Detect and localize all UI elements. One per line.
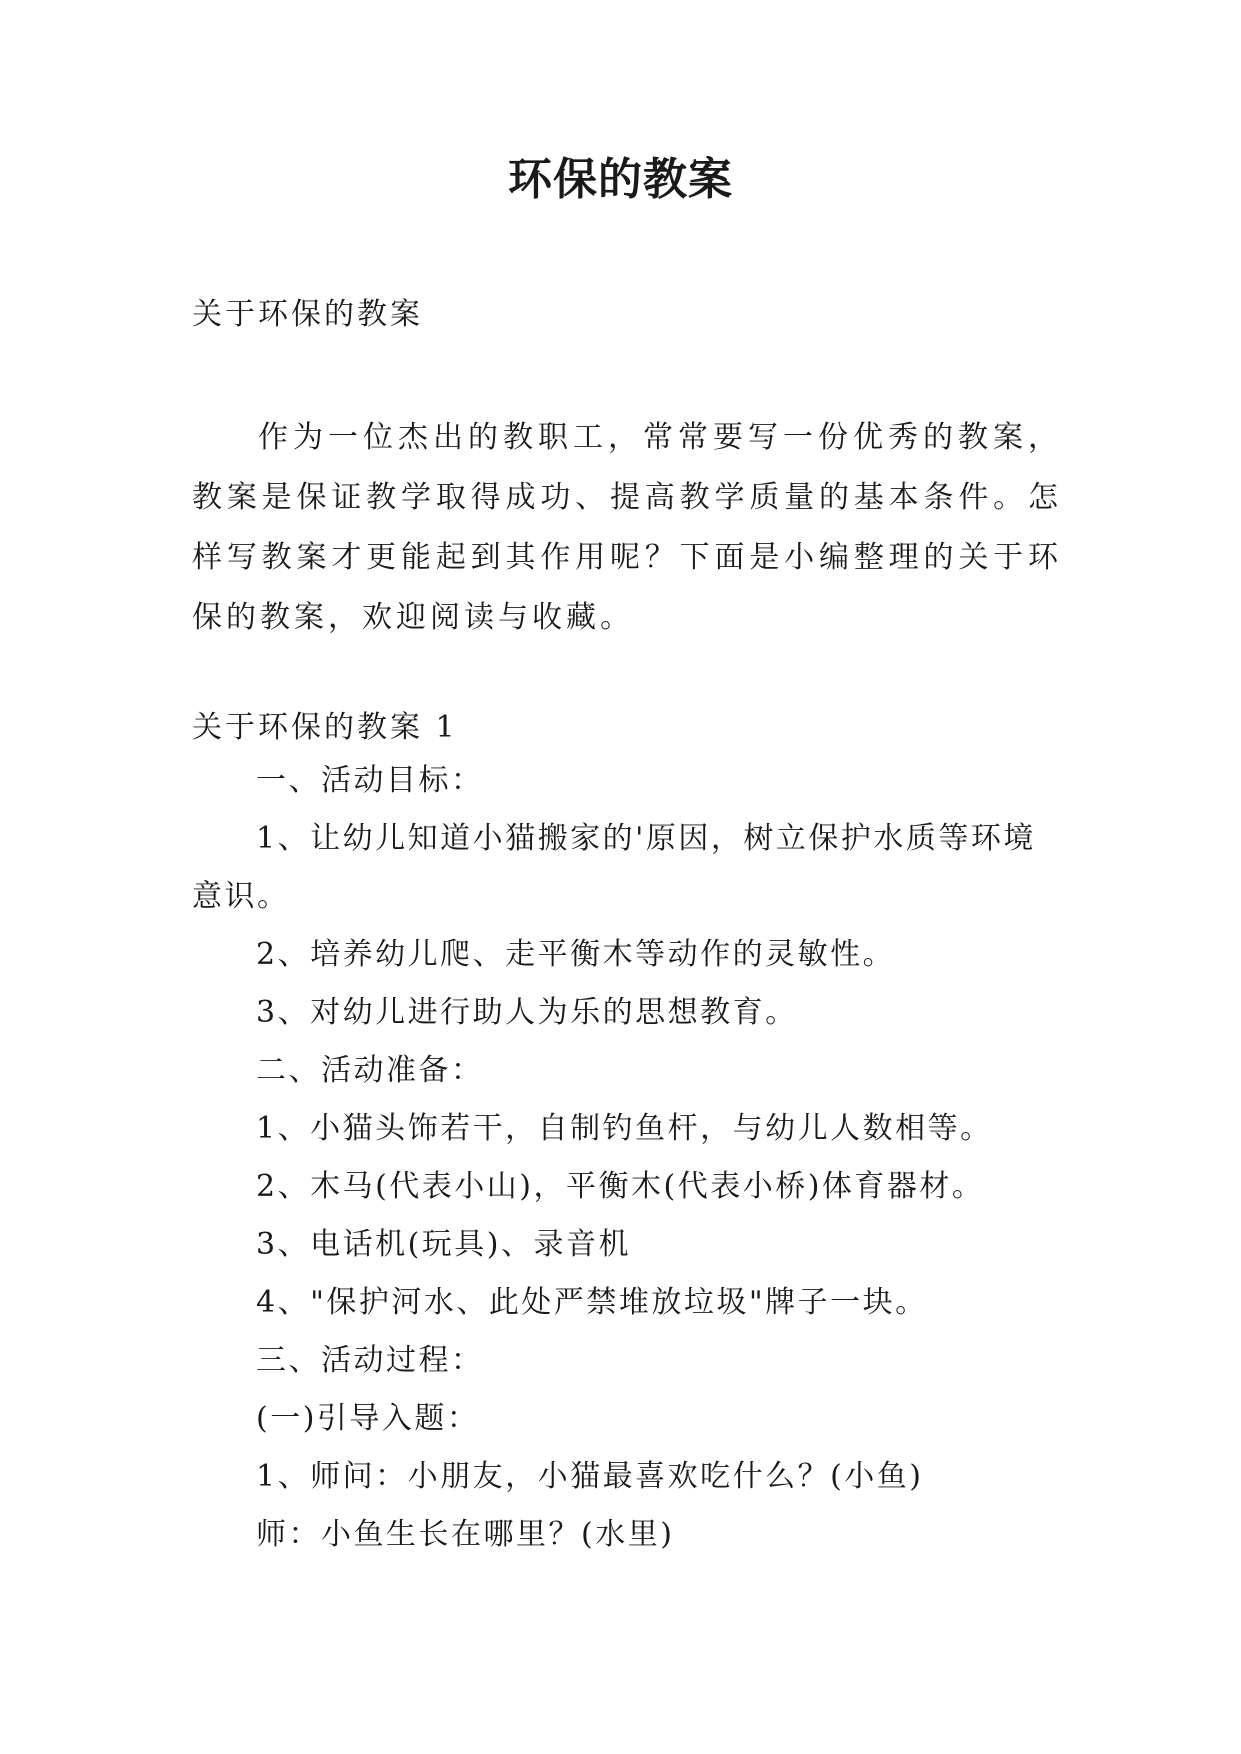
- content-line: 师：小鱼生长在哪里？(水里): [256, 1517, 675, 1552]
- content-line: 2、培养幼儿爬、走平衡木等动作的灵敏性。: [256, 937, 896, 972]
- content-line: 1、小猫头饰若干，自制钓鱼杆，与幼儿人数相等。: [256, 1111, 993, 1146]
- content-line: 3、电话机(玩具)、录音机: [256, 1227, 631, 1262]
- content-line: 4、"保护河水、此处严禁堆放垃圾"牌子一块。: [256, 1285, 928, 1320]
- section-heading: 关于环保的教案 1: [192, 710, 458, 745]
- content-line: (一)引导入题：: [256, 1401, 480, 1436]
- intro-paragraph: 作为一位杰出的教职工，常常要写一份优秀的教案，教案是保证教学取得成功、提高教学质量的基本条件。怎样写教案才更能起到其作用呢？下面是小编整理的关于环保的教案，欢迎阅读与收藏。: [192, 420, 1062, 635]
- document-subtitle: 关于环保的教案: [192, 297, 423, 332]
- content-line: 二、活动准备：: [256, 1053, 484, 1088]
- content-line: 三、活动过程：: [256, 1343, 484, 1378]
- content-line: 1、让幼儿知道小猫搬家的'原因，树立保护水质等环境意识。: [192, 821, 1036, 914]
- content-line: 3、对幼儿进行助人为乐的思想教育。: [256, 995, 798, 1030]
- content-line: 一、活动目标：: [256, 763, 484, 798]
- lesson-content: [192, 752, 1067, 1564]
- content-line: 2、木马(代表小山)，平衡木(代表小桥)体育器材。: [256, 1169, 985, 1204]
- document-title: 环保的教案: [508, 154, 733, 205]
- content-line: 1、师问：小朋友，小猫最喜欢吃什么？(小鱼): [256, 1459, 924, 1494]
